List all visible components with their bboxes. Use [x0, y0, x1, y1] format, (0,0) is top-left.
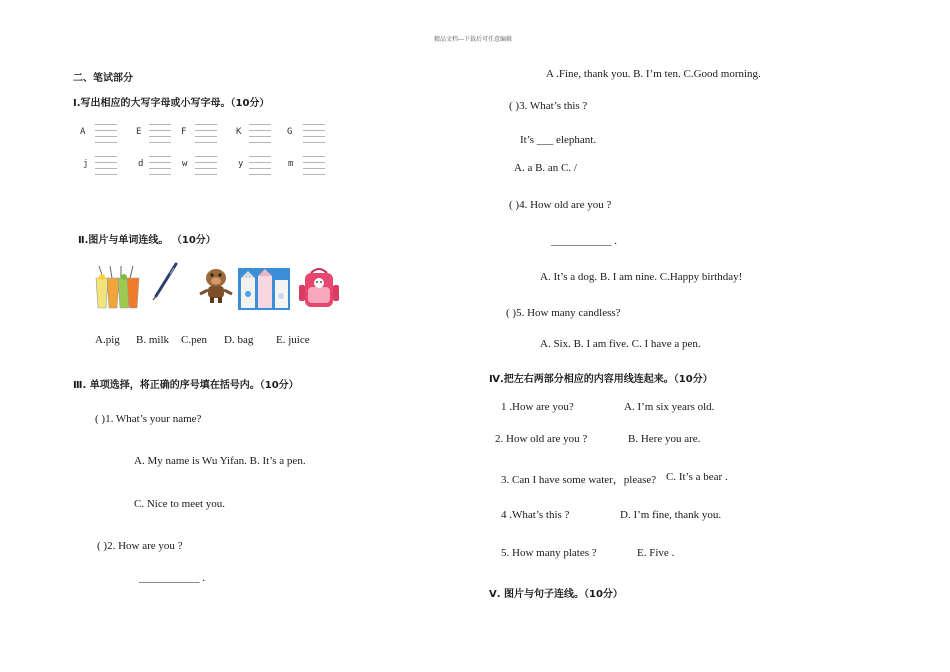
question-1-options-ab: A. My name is Wu Yifan. B. It’s a pen. — [134, 455, 306, 467]
letter-prompt: E — [136, 127, 142, 137]
match-left-item[interactable]: 2. How old are you ? — [495, 433, 588, 445]
section4-title: Ⅳ.把左右两部分相应的内容用线连起来。（10分） — [489, 374, 713, 385]
writing-lines[interactable] — [249, 156, 271, 180]
letter-prompt: K — [236, 127, 242, 137]
pen-picture — [150, 262, 180, 302]
header-note: 精品文档---下载后可任意编辑 — [434, 37, 512, 43]
match-left-item[interactable]: 1 .How are you? — [501, 401, 574, 413]
question-3-stem: ( )3. What’s this ? — [509, 100, 588, 112]
question-5-options: A. Six. B. I am five. C. I have a pen. — [540, 338, 701, 350]
writing-lines[interactable] — [95, 156, 117, 180]
section3-title: Ⅲ. 单项选择，将正确的序号填在括号内。（10分） — [73, 380, 299, 391]
part-title: 二、笔试部分 — [73, 73, 133, 84]
match-right-item[interactable]: D. I’m fine, thank you. — [620, 509, 722, 521]
letter-prompt: w — [182, 159, 188, 169]
section5-title: Ⅴ. 图片与句子连线。（10分） — [489, 589, 623, 600]
section2-title: Ⅱ.图片与单词连线。 （10分） — [78, 235, 216, 246]
match-right-item[interactable]: C. It’s a bear . — [666, 471, 728, 483]
match-right-item[interactable]: B. Here you are. — [628, 433, 701, 445]
question-2-options: A .Fine, thank you. B. I’m ten. C.Good morning. — [546, 68, 761, 80]
question-3-options: A. a B. an C. / — [514, 162, 577, 174]
writing-lines[interactable] — [195, 124, 217, 148]
writing-lines[interactable] — [95, 124, 117, 148]
match-right-item[interactable]: E. Five . — [637, 547, 675, 559]
question-3-sentence: It’s ___ elephant. — [520, 134, 597, 146]
section1-title: Ⅰ.写出相应的大写字母或小写字母。（10分） — [73, 98, 270, 109]
question-1-stem: ( )1. What’s your name? — [95, 413, 202, 425]
writing-lines[interactable] — [249, 124, 271, 148]
schoolbag-picture — [296, 265, 342, 311]
question-5-stem: ( )5. How many candless? — [506, 307, 621, 319]
word-option: C.pen — [181, 334, 207, 346]
question-1-option-c: C. Nice to meet you. — [134, 498, 226, 510]
pig-picture — [196, 266, 236, 304]
letter-prompt: d — [138, 159, 144, 169]
match-left-item[interactable]: 5. How many plates ? — [501, 547, 597, 559]
word-option: D. bag — [224, 334, 254, 346]
match-left-item[interactable]: 3. Can I have some water，please? — [501, 474, 657, 486]
letter-prompt: m — [288, 159, 294, 169]
writing-lines[interactable] — [149, 124, 171, 148]
word-option: B. milk — [136, 334, 170, 346]
writing-lines[interactable] — [303, 124, 325, 148]
juice-glasses-picture — [93, 264, 141, 312]
writing-lines[interactable] — [195, 156, 217, 180]
question-2-answer-blank[interactable]: ___________ . — [139, 572, 205, 584]
question-4-options: A. It’s a dog. B. I am nine. C.Happy birthday! — [540, 271, 743, 283]
letter-prompt: F — [181, 127, 187, 137]
letter-prompt: j — [83, 159, 89, 169]
word-option: A.pig — [95, 334, 120, 346]
match-right-item[interactable]: A. I’m six years old. — [624, 401, 715, 413]
question-4-answer-blank[interactable]: ___________ . — [551, 235, 617, 247]
word-option: E. juice — [276, 334, 310, 346]
question-4-stem: ( )4. How old are you ? — [509, 199, 612, 211]
match-left-item[interactable]: 4 .What’s this ? — [501, 509, 570, 521]
milk-cartons-picture — [238, 268, 290, 310]
writing-lines[interactable] — [149, 156, 171, 180]
letter-prompt: A — [80, 127, 86, 137]
writing-lines[interactable] — [303, 156, 325, 180]
letter-prompt: y — [238, 159, 244, 169]
question-2-stem: ( )2. How are you ? — [97, 540, 183, 552]
letter-prompt: G — [287, 127, 293, 137]
